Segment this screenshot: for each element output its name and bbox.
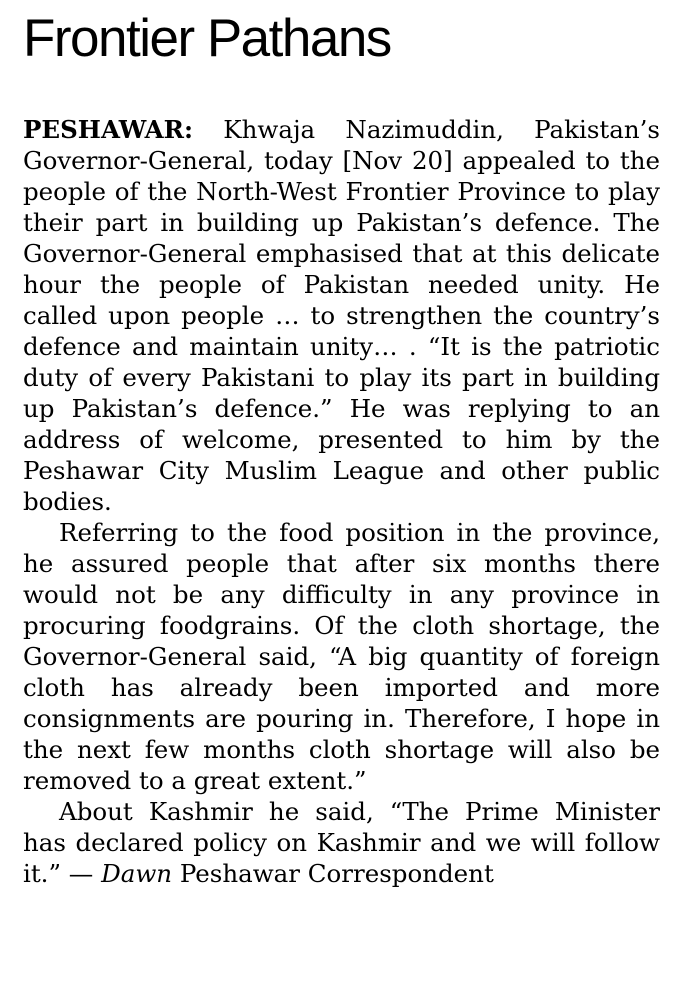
headline: Frontier Pathans	[23, 9, 391, 68]
article-body	[23, 114, 660, 889]
source-name: Dawn	[101, 859, 173, 888]
source-suffix: Peshawar Correspondent	[172, 859, 494, 888]
dateline	[23, 115, 193, 144]
dateline-city: PESHAWAR	[23, 115, 185, 144]
dateline-separator: :	[184, 115, 194, 144]
paragraph-2: Referring to the food position in the province, he assured people that after six months there would not be any difficulty in any province in procuring foodgrains. Of the cloth shortage, the Governor-General said, “A big quantity of foreign cloth has already been imported and more consignments are pouring in. Therefore, I hope in the next few months cloth shortage will also be removed to a great extent.”	[23, 518, 660, 795]
paragraph-3	[23, 796, 660, 889]
paragraph-3-text: About Kashmir he said, “The Prime Minister has declared policy on Kashmir and we will follow it.” —	[23, 797, 660, 888]
paragraph-1	[23, 114, 660, 517]
paragraph-1-text: Khwaja Nazimuddin, Pakistan’s Governor-General, today [Nov 20] appealed to the people of the North-West Frontier Province to play their part in building up Pakistan’s defence. The Governor-General emphasised that at this delicate hour the people of Pakistan needed unity. He called upon people … to strengthen the country’s defence and maintain unity… . “It is the patriotic duty of every Pakistani to play its part in building up Pakistan’s defence.” He was replying to an address of welcome, presented to him by the Peshawar City Muslim League and other public bodies.	[23, 115, 660, 516]
